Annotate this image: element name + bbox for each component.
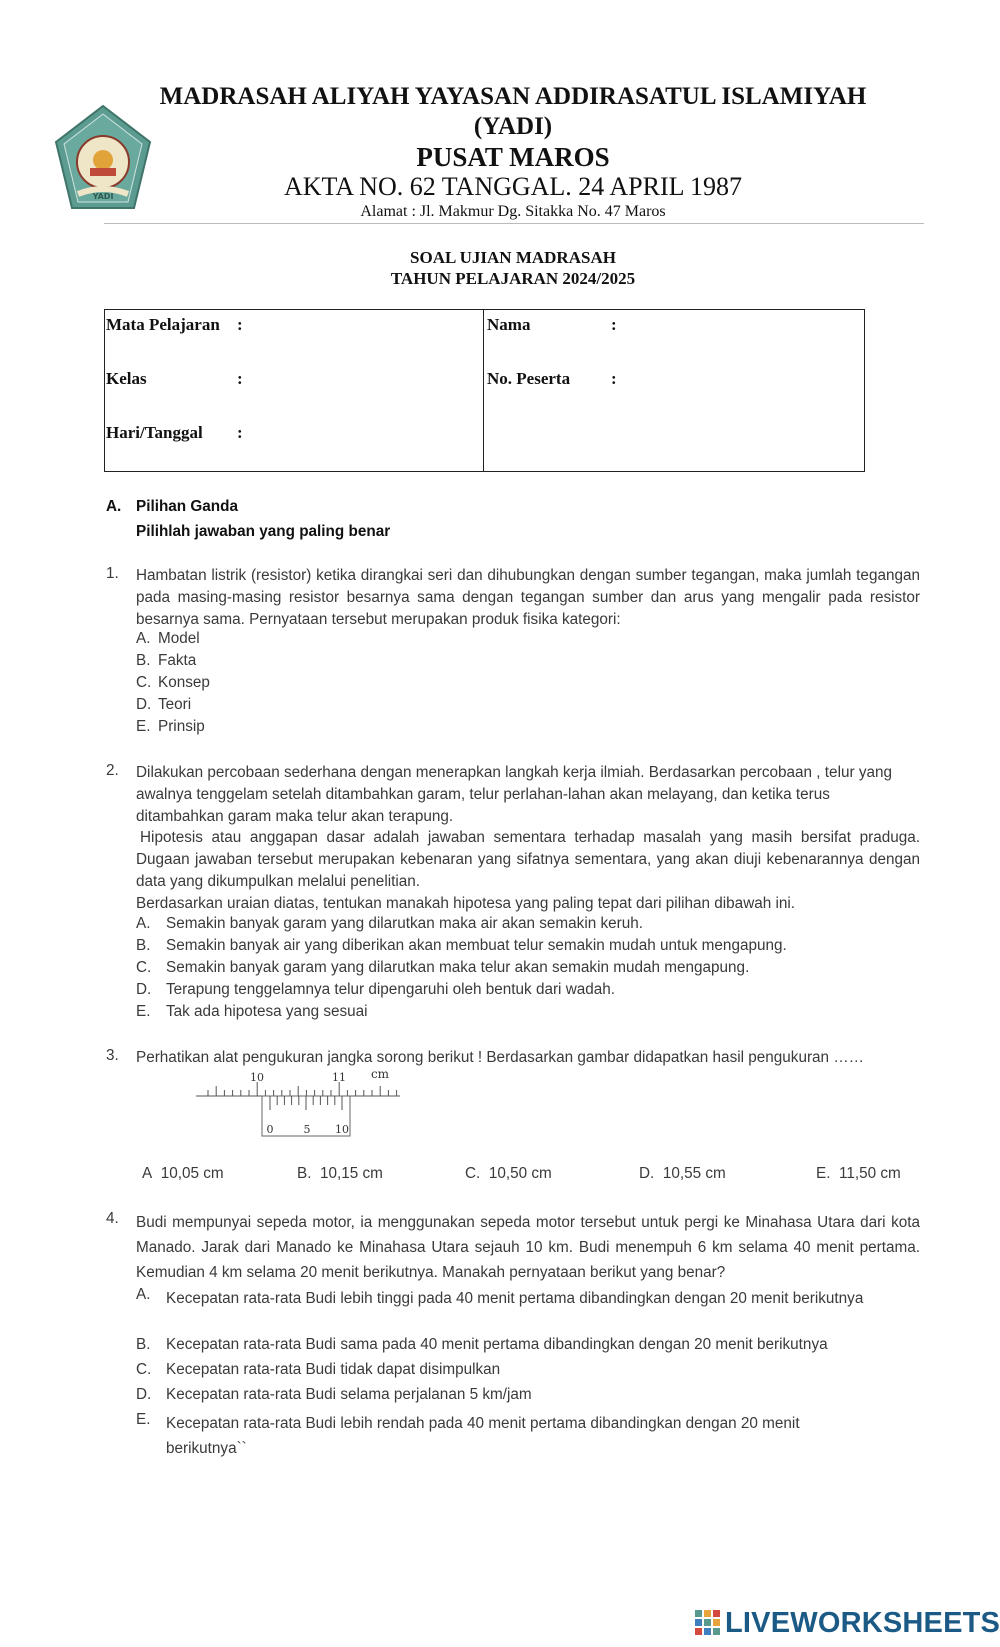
exam-title: SOAL UJIAN MADRASAH (410, 248, 616, 267)
exam-year: TAHUN PELAJARAN 2024/2025 (390, 269, 636, 288)
field-colon: : (611, 369, 617, 388)
option-letter: C. (465, 1165, 481, 1182)
logo-label: YADI (92, 192, 114, 201)
section-letter: A. (106, 498, 122, 515)
field-colon: : (237, 315, 243, 334)
option-letter: B. (136, 652, 151, 669)
option-text: 10,50 cm (488, 1165, 552, 1182)
liveworksheets-logo (695, 1606, 1000, 1640)
caliper-diagram (196, 1070, 406, 1142)
question-text: Budi mempunyai sepeda motor, ia menggunakan sepeda motor tersebut untuk pergi ke Minahasa Utara dari kota Manado. Jarak dari Manado ke Minahasa Utara sejauh 10 km. Budi menempuh 6 km selama 40 menit pertama. Kemudian 4 km selama 20 menit berikutnya. Manakah pernyataan berikut yang benar? (136, 1214, 920, 1281)
option-text: Terapung tenggelamnya telur dipengaruhi oleh bentuk dari wadah. (166, 981, 616, 998)
field-colon: : (237, 369, 243, 388)
scale-label-11: 11 (332, 1071, 346, 1084)
answer-option[interactable] (142, 1165, 224, 1183)
scale-unit: cm (370, 1070, 390, 1081)
field-colon: : (611, 315, 617, 334)
option-text: Kecepatan rata-rata Budi selama perjalanan 5 km/jam (166, 1386, 532, 1403)
question-number: 2. (106, 762, 119, 779)
option-text: Semakin banyak garam yang dilarutkan maka air akan semakin keruh. (166, 915, 643, 932)
vernier-label-10: 10 (335, 1123, 349, 1136)
option-text: 10,15 cm (319, 1165, 383, 1182)
option-letter: C. (136, 1361, 152, 1378)
option-letter: A. (136, 1286, 151, 1303)
section-title: Pilihan Ganda (136, 498, 238, 515)
identity-box (104, 309, 865, 472)
question-text: Dilakukan percobaan sederhana dengan menerapkan langkah kerja ilmiah. Berdasarkan percobaan , telur yang awalnya tenggelam setelah ditambahkan garam, telur perlahan-lahan akan melayang, dan ketika terus ditambahkan garam maka telur akan terapung. (136, 764, 892, 825)
option-letter: E. (816, 1165, 831, 1182)
option-text: Kecepatan rata-rata Budi lebih rendah pada 40 menit pertama dibandingkan dengan 20 menit berikutnya`` (166, 1415, 800, 1457)
option-text: Fakta (158, 652, 197, 669)
vernier-label-5: 5 (303, 1123, 311, 1136)
option-text: Semakin banyak garam yang dilarutkan maka telur akan semakin mudah mengapung. (166, 959, 750, 976)
option-letter: B. (297, 1165, 312, 1182)
liveworksheets-wordmark: LIVEWORKSHEETS (725, 1606, 1000, 1639)
option-text: Teori (158, 696, 192, 713)
vernier-label-0: 0 (266, 1123, 274, 1136)
option-text: Model (158, 630, 200, 647)
option-text: Semakin banyak air yang diberikan akan membuat telur semakin mudah untuk mengapung. (166, 937, 787, 954)
answer-option[interactable] (816, 1165, 901, 1183)
field-kelas-label: Kelas (106, 369, 147, 388)
scale-label-10: 10 (250, 1071, 264, 1084)
option-letter: E. (136, 718, 151, 735)
option-text: Kecepatan rata-rata Budi lebih tinggi pada 40 menit pertama dibandingkan dengan 20 menit berikutnya (166, 1290, 864, 1307)
option-text: Kecepatan rata-rata Budi tidak dapat disimpulkan (166, 1361, 501, 1378)
school-branch: PUSAT MAROS (416, 142, 610, 172)
answer-option[interactable] (136, 674, 210, 692)
question-number: 1. (106, 565, 119, 582)
school-name: MADRASAH ALIYAH YAYASAN ADDIRASATUL ISLAMIYAH (159, 83, 867, 110)
option-text: Konsep (158, 674, 210, 691)
answer-option[interactable] (136, 696, 191, 714)
question-number: 3. (106, 1047, 119, 1064)
option-letter: D. (639, 1165, 655, 1182)
option-letter: D. (136, 981, 152, 998)
option-text: 10,05 cm (160, 1165, 224, 1182)
field-no-peserta-label: No. Peserta (487, 369, 571, 388)
field-colon: : (237, 423, 243, 442)
section-instruction: Pilihlah jawaban yang paling benar (136, 523, 391, 540)
option-text: 10,55 cm (662, 1165, 726, 1182)
option-letter: C. (136, 959, 152, 976)
identity-divider (483, 310, 484, 471)
answer-option[interactable] (136, 718, 205, 736)
answer-option[interactable] (136, 630, 200, 648)
school-akta: AKTA NO. 62 TANGGAL. 24 APRIL 1987 (283, 172, 743, 201)
option-letter: A (142, 1165, 153, 1182)
answer-option[interactable] (465, 1165, 552, 1183)
liveworksheets-icon (695, 1610, 721, 1636)
question-text-prompt: Berdasarkan uraian diatas, tentukan manakah hipotesa yang paling tepat dari pilihan dibawah ini. (136, 895, 796, 912)
question-text-hypothesis: Hipotesis atau anggapan dasar adalah jawaban sementara terhadap masalah yang masih bersifat praduga. Dugaan jawaban tersebut merupakan kebenaran yang sifatnya sementara, yang akan diuji kebenarannya dengan data yang dikumpulkan melalui penelitian. (136, 829, 920, 890)
option-text: Kecepatan rata-rata Budi sama pada 40 menit pertama dibandingkan dengan 20 menit berikutnya (166, 1336, 828, 1353)
option-letter: B. (136, 1336, 151, 1353)
school-abbreviation: (YADI) (473, 113, 553, 140)
answer-option[interactable] (297, 1165, 383, 1183)
school-address: Alamat : Jl. Makmur Dg. Sitakka No. 47 Maros (360, 203, 666, 220)
option-text: 11,50 cm (838, 1165, 901, 1182)
option-letter: D. (136, 696, 152, 713)
option-letter: C. (136, 674, 152, 691)
option-letter: B. (136, 937, 151, 954)
header-divider (104, 223, 924, 224)
question-number: 4. (106, 1210, 119, 1227)
answer-option[interactable] (639, 1165, 726, 1183)
question-text: Perhatikan alat pengukuran jangka sorong berikut ! Berdasarkan gambar didapatkan hasil pengukuran …… (136, 1049, 864, 1066)
field-nama-label: Nama (487, 315, 531, 334)
option-text: Tak ada hipotesa yang sesuai (166, 1003, 368, 1020)
answer-option[interactable] (136, 652, 196, 670)
question-text: Hambatan listrik (resistor) ketika dirangkai seri dan dihubungkan dengan sumber tegangan, maka jumlah tegangan pada masing-masing resistor besarnya sama dengan tegangan sumber dan arus yang mengalir pada resistor besarnya sama. Pernyataan tersebut merupakan produk fisika kategori: (136, 567, 920, 628)
field-mata-pelajaran-label: Mata Pelajaran (106, 315, 220, 334)
option-letter: E. (136, 1411, 151, 1428)
field-hari-tanggal-label: Hari/Tanggal (106, 423, 203, 442)
option-letter: A. (136, 630, 151, 647)
option-letter: E. (136, 1003, 151, 1020)
option-text: Prinsip (158, 718, 205, 735)
option-letter: A. (136, 915, 151, 932)
option-letter: D. (136, 1386, 152, 1403)
